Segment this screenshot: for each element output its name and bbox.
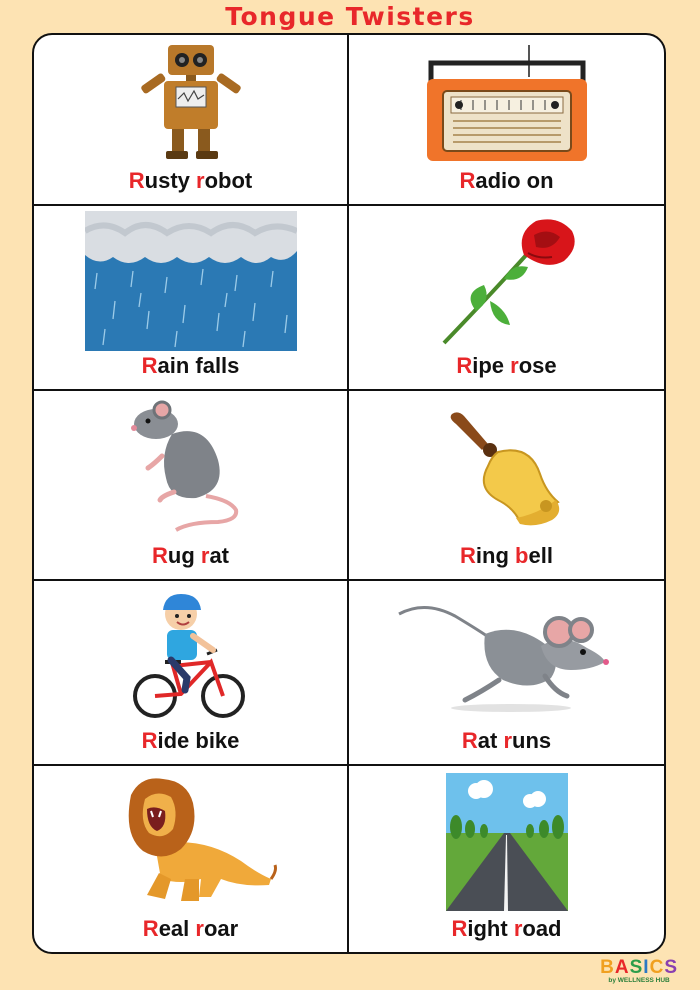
- card-caption: Rain falls: [141, 353, 240, 378]
- card-rain-falls: [34, 206, 349, 391]
- robot-icon: [126, 43, 256, 163]
- page-title: Tongue Twisters: [225, 2, 475, 31]
- bell-icon: [442, 408, 572, 528]
- card-caption: Real roar: [142, 916, 239, 941]
- card-rusty-robot: [34, 35, 349, 206]
- card-caption: Right road: [451, 916, 562, 941]
- card-caption: Radio on: [459, 168, 554, 193]
- card-radio-on: [349, 35, 664, 206]
- card-rat-runs: [349, 581, 664, 766]
- card-ripe-rose: [349, 206, 664, 391]
- card-real-roar: [34, 766, 349, 952]
- card-caption: Ripe rose: [456, 353, 557, 378]
- card-ride-bike: [34, 581, 349, 766]
- rain-icon: [85, 211, 297, 351]
- basics-logo: BASICS by WELLNESS HUB: [600, 957, 678, 984]
- running-rat-icon: [395, 596, 619, 716]
- boy-on-bike-icon: [131, 590, 251, 722]
- road-icon: [446, 773, 568, 911]
- roaring-lion-icon: [101, 775, 281, 909]
- card-caption: Rat runs: [461, 728, 552, 753]
- card-right-road: [349, 766, 664, 952]
- radio-icon: [417, 43, 597, 163]
- rat-icon: [126, 398, 256, 538]
- rose-icon: [432, 213, 582, 348]
- tongue-twister-board: [32, 33, 666, 954]
- card-caption: Rug rat: [151, 543, 229, 568]
- card-rug-rat: [34, 391, 349, 581]
- card-ring-bell: [349, 391, 664, 581]
- card-caption: Rusty robot: [128, 168, 253, 193]
- card-caption: Ring bell: [460, 543, 553, 568]
- card-caption: Ride bike: [141, 728, 240, 753]
